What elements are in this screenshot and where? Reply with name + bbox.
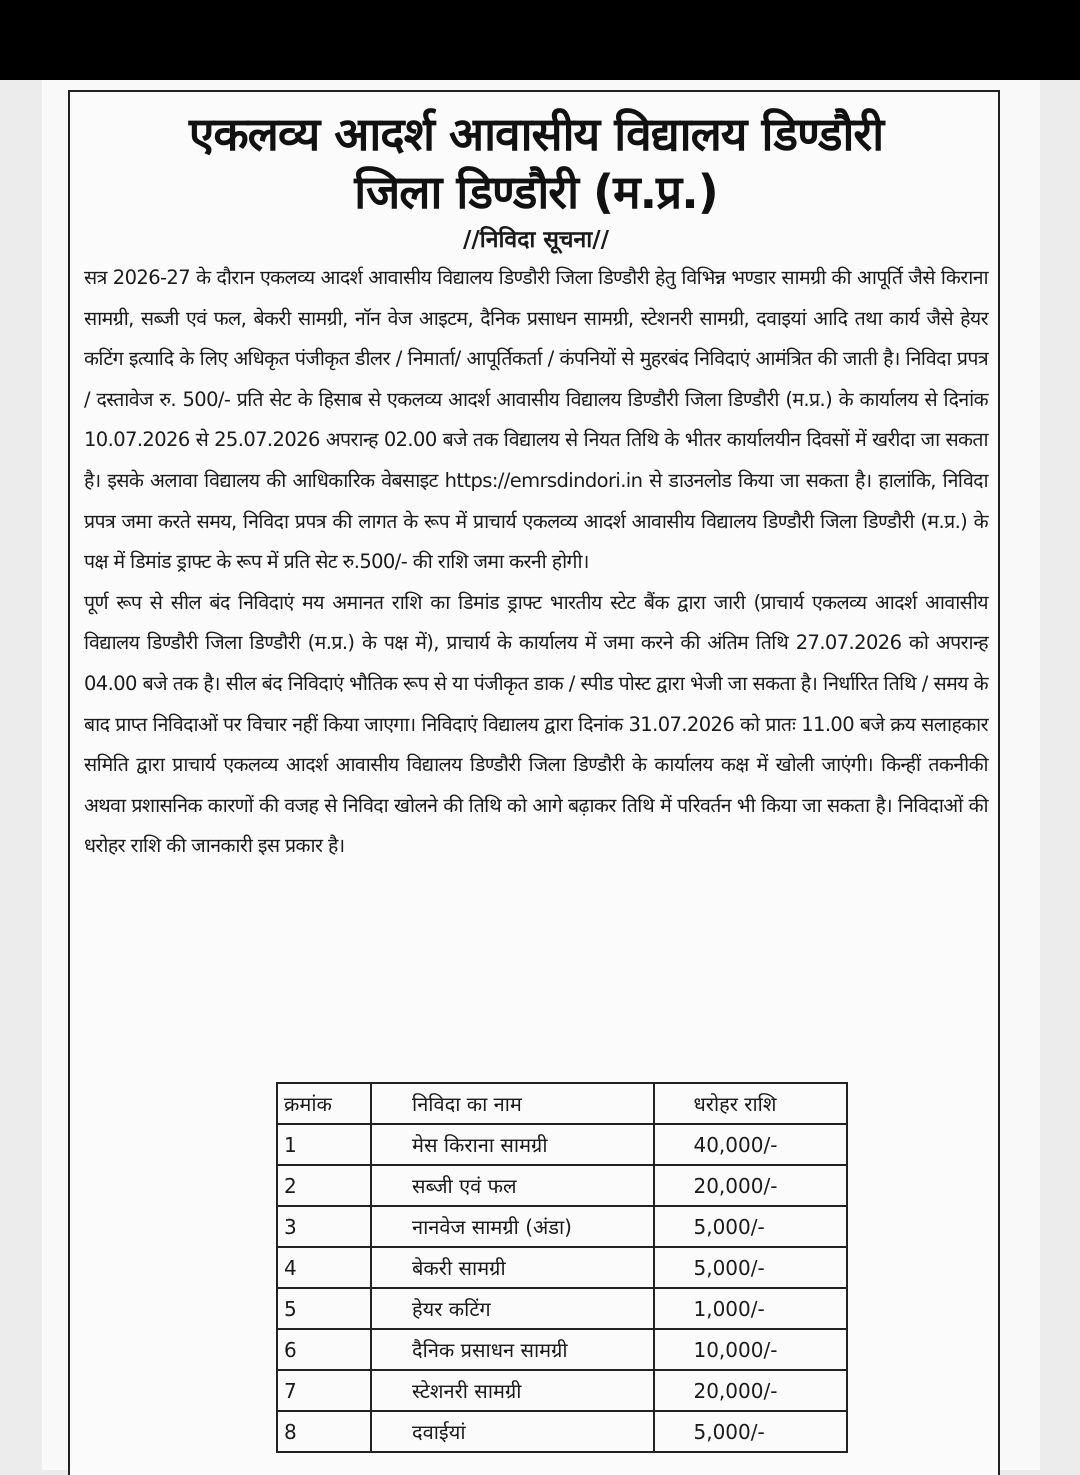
table-header-row bbox=[277, 1083, 847, 1124]
cell-tender-name: सब्जी एवं फल bbox=[371, 1165, 654, 1206]
cell-deposit-amount: 5,000/- bbox=[654, 1206, 847, 1247]
cell-tender-name: मेस किराना सामग्री bbox=[371, 1124, 654, 1165]
notice-title-line2: जिला डिण्डौरी (म.प्र.) bbox=[354, 165, 718, 219]
top-status-bar bbox=[0, 0, 1080, 80]
notice-paragraph-1: सत्र 2026-27 के दौरान एकलव्य आदर्श आवासीय विद्यालय डिण्डौरी जिला डिण्डौरी हेतु विभिन्न भण्डार सामग्री की आपूर्ति जैसे किराना सामग्री, सब्जी एवं फल, बेकरी सामग्री, नॉन वेज आइटम, दैनिक प्रसाधन सामग्री, स्टेशनरी सामग्री, दवाइयां आदि तथा कार्य जैसे हेयर कटिंग इत्यादि के लिए अधिकृत पंजीकृत डीलर / निमार्ता/ आपूर्तिकर्ता / कंपनियों से मुहरबंद निविदाएं आमंत्रित की जाती है। निविदा प्रपत्र / दस्तावेज रु. 500/- प्रति सेट के हिसाब से एकलव्य आदर्श आवासीय विद्यालय डिण्डौरी जिला डिण्डौरी (म.प्र.) के कार्यालय से दिनांक 10.07.2026 से 25.07.2026 अपरान्ह 02.00 बजे तक विद्यालय से नियत तिथि के भीतर कार्यालयीन दिवसों में खरीदा जा सकता है। इसके अलावा विद्यालय की आधिकारिक वेबसाइट https://emrsdindori.in से डाउनलोड किया जा सकता है। हालांकि, निविदा प्रपत्र जमा करते समय, निविदा प्रपत्र की लागत के रूप में प्राचार्य एकलव्य आदर्श आवासीय विद्यालय डिण्डौरी जिला डिण्डौरी (म.प्र.) के पक्ष में डिमांड ड्राफ्ट के रूप में प्रति सेट रु.500/- की राशि जमा करनी होगी। bbox=[84, 266, 988, 574]
table-row bbox=[277, 1288, 847, 1329]
cell-serial: 1 bbox=[277, 1124, 371, 1165]
cell-tender-name: हेयर कटिंग bbox=[371, 1288, 654, 1329]
cell-deposit-amount: 20,000/- bbox=[654, 1370, 847, 1411]
cell-serial: 7 bbox=[277, 1370, 371, 1411]
notice-caption: //निविदा सूचना// bbox=[462, 227, 610, 253]
table-row bbox=[277, 1165, 847, 1206]
table-row bbox=[277, 1124, 847, 1165]
cell-serial: 4 bbox=[277, 1247, 371, 1288]
notice-title-line1: एकलव्य आदर्श आवासीय विद्यालय डिण्डौरी bbox=[188, 107, 884, 161]
table-row bbox=[277, 1370, 847, 1411]
cell-tender-name: दैनिक प्रसाधन सामग्री bbox=[371, 1329, 654, 1370]
tender-notice bbox=[68, 90, 1000, 1475]
table-row bbox=[277, 1247, 847, 1288]
header-serial: क्रमांक bbox=[277, 1083, 371, 1124]
table-row bbox=[277, 1329, 847, 1370]
cell-serial: 8 bbox=[277, 1411, 371, 1452]
cell-deposit-amount: 20,000/- bbox=[654, 1165, 847, 1206]
cell-deposit-amount: 5,000/- bbox=[654, 1411, 847, 1452]
cell-tender-name: नानवेज सामग्री (अंडा) bbox=[371, 1206, 654, 1247]
cell-deposit-amount: 1,000/- bbox=[654, 1288, 847, 1329]
cell-deposit-amount: 10,000/- bbox=[654, 1329, 847, 1370]
cell-tender-name: बेकरी सामग्री bbox=[371, 1247, 654, 1288]
cell-tender-name: दवाईयां bbox=[371, 1411, 654, 1452]
deposit-table bbox=[276, 1082, 848, 1453]
cell-serial: 2 bbox=[277, 1165, 371, 1206]
table-row bbox=[277, 1206, 847, 1247]
cell-serial: 6 bbox=[277, 1329, 371, 1370]
cell-deposit-amount: 5,000/- bbox=[654, 1247, 847, 1288]
header-deposit-amount: धरोहर राशि bbox=[654, 1083, 847, 1124]
cell-serial: 3 bbox=[277, 1206, 371, 1247]
cell-tender-name: स्टेशनरी सामग्री bbox=[371, 1370, 654, 1411]
notice-paragraph-2: पूर्ण रूप से सील बंद निविदाएं मय अमानत राशि का डिमांड ड्राफ्ट भारतीय स्टेट बैंक द्वारा जारी (प्राचार्य एकलव्य आदर्श आवासीय विद्यालय डिण्डौरी जिला डिण्डौरी (म.प्र.) के पक्ष में), प्राचार्य के कार्यालय में जमा करने की अंतिम तिथि 27.07.2026 को अपरान्ह 04.00 बजे तक है। सील बंद निविदाएं भौतिक रूप से या पंजीकृत डाक / स्पीड पोस्ट द्वारा भेजी जा सकता है। निर्धारित तिथि / समय के बाद प्राप्त निविदाओं पर विचार नहीं किया जाएगा। निविदाएं विद्यालय द्वारा दिनांक 31.07.2026 को प्रातः 11.00 बजे क्रय सलाहकार समिति द्वारा प्राचार्य एकलव्य आदर्श आवासीय विद्यालय डिण्डौरी जिला डिण्डौरी के कार्यालय कक्ष में खोली जाएंगी। किन्हीं तकनीकी अथवा प्रशासनिक कारणों की वजह से निविदा खोलने की तिथि को आगे बढ़ाकर तिथि में परिवर्तन भी किया जा सकता है। निविदाओं की धरोहर राशि की जानकारी इस प्रकार है। bbox=[84, 590, 988, 858]
table-row bbox=[277, 1411, 847, 1452]
cell-deposit-amount: 40,000/- bbox=[654, 1124, 847, 1165]
cell-serial: 5 bbox=[277, 1288, 371, 1329]
header-tender-name: निविदा का नाम bbox=[371, 1083, 654, 1124]
